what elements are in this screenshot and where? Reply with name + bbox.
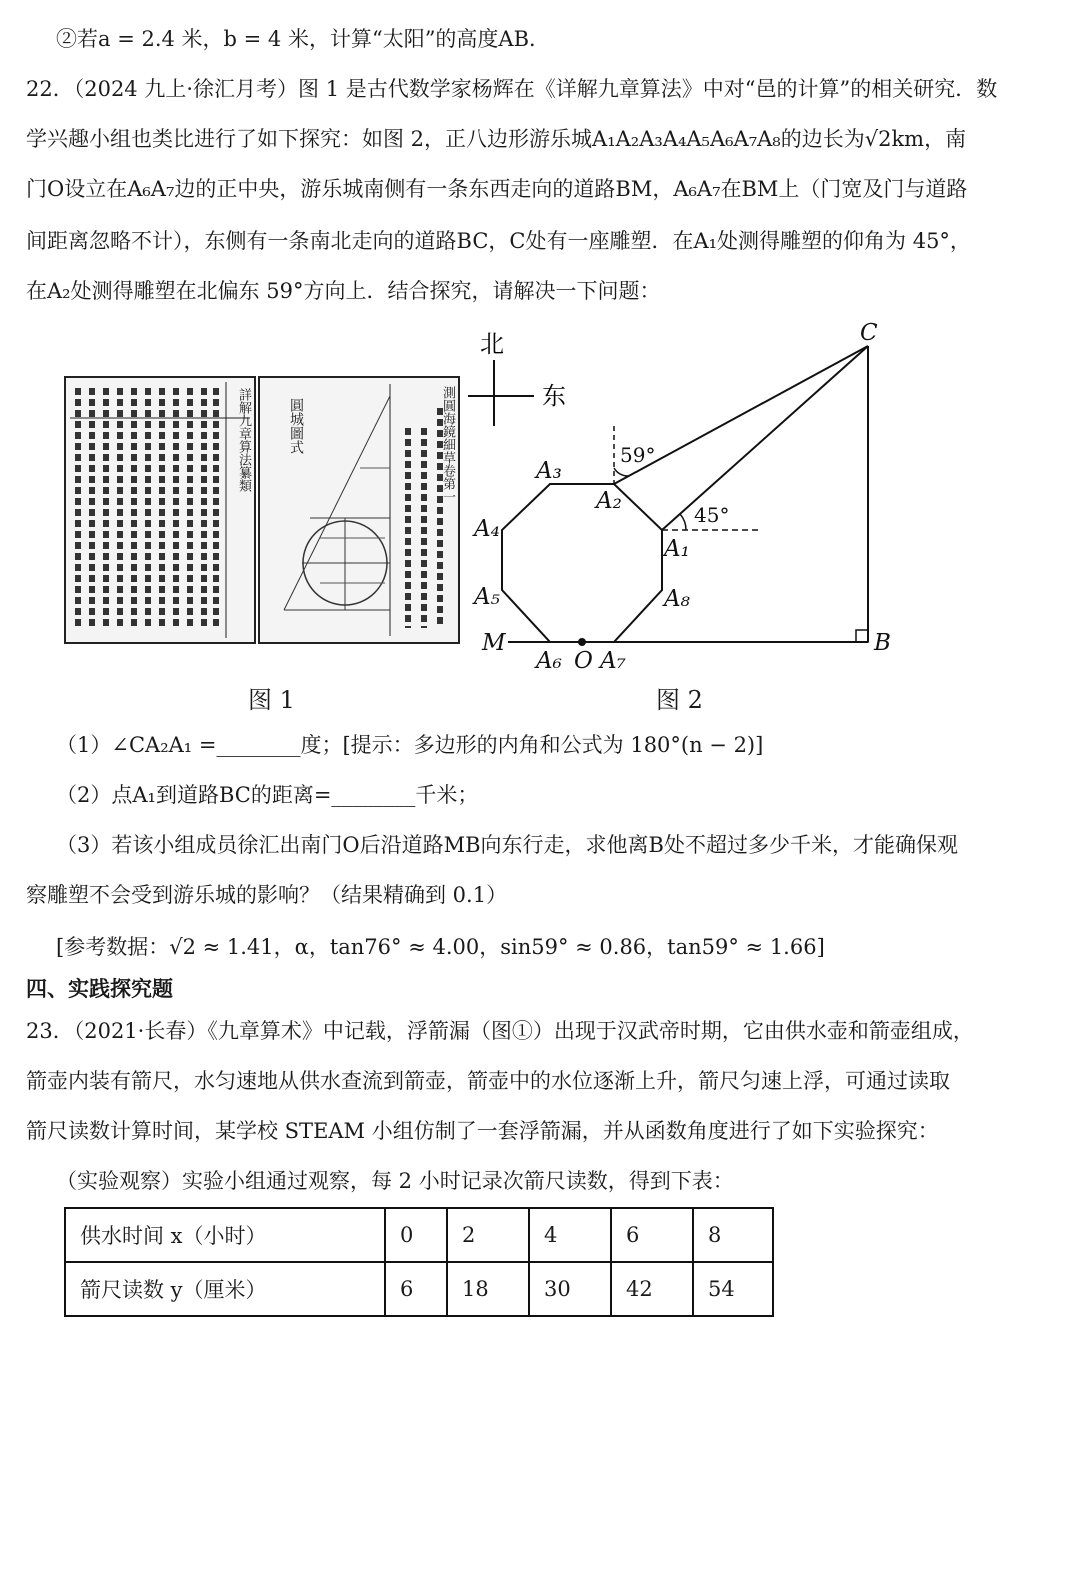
table-cell: 箭尺读数 y（厘米） [65, 1262, 385, 1316]
table-cell: 0 [385, 1208, 447, 1262]
angle-45-arc [680, 514, 686, 530]
book-right-title: 測圓海鏡細草卷第一 [440, 386, 455, 503]
octagon-park [502, 484, 662, 642]
table-cell: 供水时间 x（小时） [65, 1208, 385, 1262]
label-a3: A₃ [536, 458, 562, 484]
point-o [578, 638, 586, 646]
book-left-title: 詳解九章算法纂類 [236, 388, 251, 492]
section-heading: 四、实践探究题 [26, 977, 173, 1001]
label-a7: A₇ [600, 648, 626, 674]
table-cell: 6 [611, 1208, 693, 1262]
q22-intro-line4: 间距离忽略不计），东侧有一条南北走向的道路BC，C处有一座雕塑．在A₁处测得雕塑的仰角为 45°， [26, 229, 971, 253]
table-cell: 18 [447, 1262, 529, 1316]
table-row [65, 1262, 773, 1316]
label-o: O [574, 648, 593, 674]
figure2-caption: 图 2 [656, 686, 703, 714]
table-cell: 42 [611, 1262, 693, 1316]
label-b: B [874, 630, 891, 656]
angle-59-arc [614, 468, 628, 476]
q22-intro-line1: 22．（2024 九上·徐汇月考）图 1 是古代数学家杨辉在《详解九章算法》中对“邑的计算”的相关研究．数 [26, 77, 998, 101]
q23-intro-line2: 箭壶内装有箭尺，水匀速地从供水查流到箭壶，箭壶中的水位逐渐上升，箭尺匀速上浮，可通过读取 [26, 1069, 950, 1093]
q22-part1: （1）∠CA₂A₁ =________度；[提示：多边形的内角和公式为 180°(n − 2)] [56, 733, 764, 757]
label-a1: A₁ [664, 536, 690, 562]
label-a5: A₅ [474, 584, 500, 610]
q21-part2-text: ②若a = 2.4 米，b = 4 米，计算“太阳”的高度AB． [56, 27, 551, 51]
sightline-a1-c [662, 346, 868, 530]
experiment-table [64, 1207, 774, 1317]
q23-intro-line3: 箭尺读数计算时间，某学校 STEAM 小组仿制了一套浮箭漏，并从函数角度进行了如下实验探究： [26, 1119, 939, 1143]
table-cell: 6 [385, 1262, 447, 1316]
q22-intro-line2: 学兴趣小组也类比进行了如下探究：如图 2，正八边形游乐城A₁A₂A₃A₄A₅A₆A₇A₈的边长为√2km，南 [26, 127, 967, 151]
table-row [65, 1208, 773, 1262]
east-label: 东 [542, 382, 566, 410]
q22-intro-line3: 门O设立在A₆A₇边的正中央，游乐城南侧有一条东西走向的道路BM，A₆A₇在BM上（门宽及门与道路 [26, 177, 968, 201]
label-a2: A₂ [596, 488, 622, 514]
figure1-caption: 图 1 [248, 686, 295, 714]
reference-data: [参考数据：√2 ≈ 1.41，α，tan76° ≈ 4.00，sin59° ≈ 0.86，tan59° ≈ 1.66] [56, 935, 825, 959]
figure2-diagram [0, 0, 1080, 680]
right-angle-mark [856, 630, 868, 642]
q23-intro-line1: 23．（2021·长春）《九章算术》中记载，浮箭漏（图①）出现于汉武帝时期，它由供水壶和箭壶组成， [26, 1019, 974, 1043]
label-a4: A₄ [474, 516, 500, 542]
table-cell: 8 [693, 1208, 773, 1262]
book-right-subtitle: 圓城圖式 [288, 398, 304, 454]
table-cell: 4 [529, 1208, 611, 1262]
table-cell: 2 [447, 1208, 529, 1262]
label-angle-45: 45° [694, 503, 730, 527]
label-angle-59: 59° [620, 443, 656, 467]
q22-part3-line1: （3）若该小组成员徐汇出南门O后沿道路MB向东行走，求他离B处不超过多少千米，才能确保观 [56, 833, 958, 857]
q22-part3-line2: 察雕塑不会受到游乐城的影响？（结果精确到 0.1） [26, 883, 508, 907]
table-cell: 54 [693, 1262, 773, 1316]
label-m: M [482, 630, 506, 656]
label-a6: A₆ [536, 648, 562, 674]
q22-part2: （2）点A₁到道路BC的距离=________千米； [56, 783, 479, 807]
north-label: 北 [480, 330, 504, 358]
label-c: C [860, 320, 878, 346]
q23-intro-line4: （实验观察）实验小组通过观察，每 2 小时记录次箭尺读数，得到下表： [56, 1169, 734, 1193]
label-a8: A₈ [664, 586, 690, 612]
q22-intro-line5: 在A₂处测得雕塑在北偏东 59°方向上．结合探究，请解决一下问题： [26, 279, 661, 303]
table-cell: 30 [529, 1262, 611, 1316]
